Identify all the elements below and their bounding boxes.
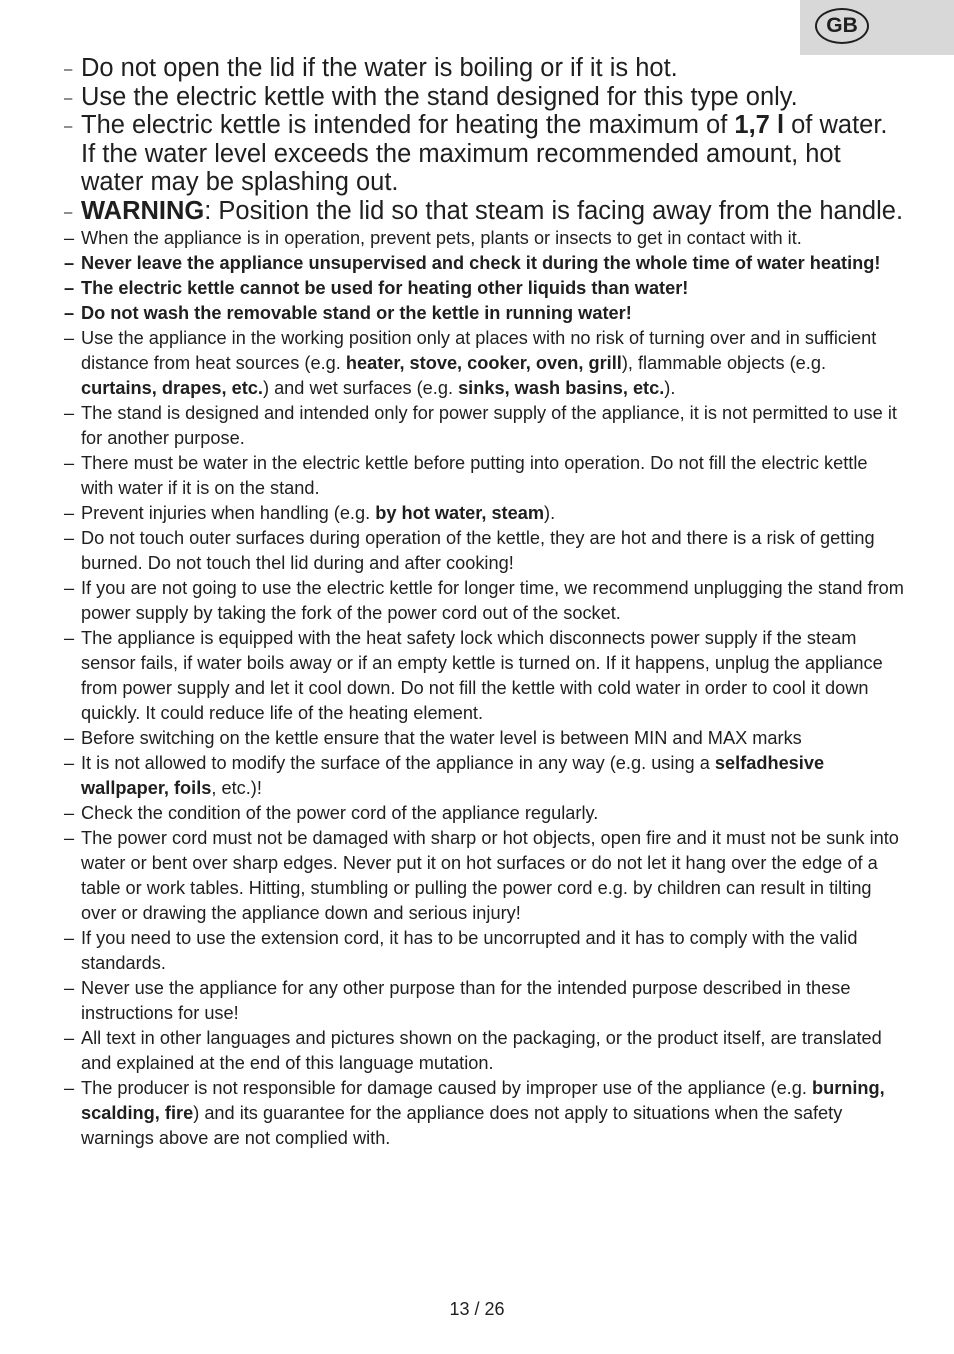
list-item xyxy=(64,1026,904,1076)
list-item xyxy=(64,54,904,83)
list-item xyxy=(64,326,904,401)
list-dash: – xyxy=(64,61,73,78)
list-item xyxy=(64,501,904,526)
list-dash: – xyxy=(64,452,75,473)
list-dash: – xyxy=(64,802,75,823)
list-dash: – xyxy=(64,277,75,298)
instruction-list xyxy=(64,54,904,1151)
item-text: , etc.)! xyxy=(211,777,262,798)
item-text: : Position the lid so that steam is facing away from the handle. xyxy=(204,196,904,225)
list-dash: – xyxy=(64,577,75,598)
list-item xyxy=(64,1076,904,1151)
list-item xyxy=(64,926,904,976)
item-text: ), flammable objects (e.g. xyxy=(621,352,827,373)
list-dash: – xyxy=(64,502,75,523)
item-text: Use the electric kettle with the stand designed for this type only. xyxy=(81,82,798,111)
item-text: of water. If the water level exceeds the maximum recommended amount, hot water may be splashing out. xyxy=(81,111,888,197)
item-text: Do not open the lid if the water is boiling or if it is hot. xyxy=(81,54,678,82)
list-item xyxy=(64,401,904,451)
list-item xyxy=(64,751,904,801)
list-item xyxy=(64,576,904,626)
list-dash: – xyxy=(64,752,75,773)
item-text: Use the appliance in the working position only at places with no risk of turning over and in sufficient distance from heat sources (e.g. xyxy=(81,327,877,373)
list-dash: – xyxy=(64,1027,75,1048)
list-item xyxy=(64,826,904,926)
item-text: ). xyxy=(544,502,556,523)
list-item xyxy=(64,276,904,301)
item-text: The appliance is equipped with the heat safety lock which disconnects power supply if the steam sensor fails, if water boils away or if an empty kettle is turned on. If it happens, unplug the appliance from power supply and let it cool down. Do not fill the kettle with cold water in order to cool it down quickly. It could reduce life of the heating element. xyxy=(81,627,883,723)
emphasis-text: curtains, drapes, etc. xyxy=(81,377,263,398)
item-text: The electric kettle cannot be used for heating other liquids than water! xyxy=(81,277,689,298)
item-text: ) and wet surfaces (e.g. xyxy=(262,377,459,398)
list-item xyxy=(64,801,904,826)
list-dash: – xyxy=(64,727,75,748)
list-dash: – xyxy=(64,527,75,548)
list-dash: – xyxy=(64,402,75,423)
list-dash: – xyxy=(64,1077,75,1098)
page-number: 13 / 26 xyxy=(449,1299,505,1319)
item-text: The electric kettle is intended for heating the maximum of xyxy=(81,111,735,140)
item-text: If you need to use the extension cord, it has to be uncorrupted and it has to comply with the valid standards. xyxy=(81,927,858,973)
item-text: Prevent injuries when handling (e.g. xyxy=(81,502,376,523)
list-item xyxy=(64,83,904,112)
item-text: Do not wash the removable stand or the kettle in running water! xyxy=(81,302,632,323)
emphasis-text: selfadhesive wallpaper, foils xyxy=(81,752,825,798)
item-text: Never leave the appliance unsupervised and check it during the whole time of water heating! xyxy=(81,252,881,273)
list-dash: – xyxy=(64,252,75,273)
emphasis-text: by hot water, steam xyxy=(375,502,545,523)
list-dash: – xyxy=(64,89,73,107)
item-text: Do not touch outer surfaces during operation of the kettle, they are hot and there is a risk of getting burned. Do not touch thel lid during and after cooking! xyxy=(81,527,875,573)
emphasis-text: heater, stove, cooker, oven, grill xyxy=(345,352,622,373)
list-item xyxy=(64,197,904,226)
list-item xyxy=(64,451,904,501)
list-item xyxy=(64,626,904,726)
item-text: Before switching on the kettle ensure that the water level is between MIN and MAX marks xyxy=(81,727,802,748)
list-item xyxy=(64,111,904,197)
list-dash: – xyxy=(64,203,73,221)
language-badge: GB xyxy=(815,8,869,44)
list-item xyxy=(64,526,904,576)
list-item xyxy=(64,726,904,751)
item-text: Never use the appliance for any other purpose than for the intended purpose described in these instructions for use! xyxy=(81,977,851,1023)
item-text: It is not allowed to modify the surface of the appliance in any way (e.g. using a xyxy=(81,752,715,773)
language-tab xyxy=(800,0,954,55)
emphasis-text: WARNING xyxy=(81,196,205,225)
list-item xyxy=(64,301,904,326)
emphasis-text: sinks, wash basins, etc. xyxy=(458,377,665,398)
emphasis-text: 1,7 l xyxy=(734,111,785,140)
list-dash: – xyxy=(64,927,75,948)
list-dash: – xyxy=(64,827,75,848)
list-dash: – xyxy=(64,627,75,648)
list-item xyxy=(64,251,904,276)
item-text: The stand is designed and intended only for power supply of the appliance, it is not permitted to use it for another purpose. xyxy=(81,402,897,448)
list-item xyxy=(64,976,904,1026)
emphasis-text: burning, scalding, fire xyxy=(81,1077,885,1123)
item-text: ) and its guarantee for the appliance does not apply to situations when the safety warnings above are not complied with. xyxy=(81,1102,843,1148)
item-text: Check the condition of the power cord of the appliance regularly. xyxy=(81,802,599,823)
item-text: The producer is not responsible for damage caused by improper use of the appliance (e.g. xyxy=(81,1077,812,1098)
item-text: ). xyxy=(664,377,676,398)
item-text: There must be water in the electric kettle before putting into operation. Do not fill the electric kettle with water if it is on the stand. xyxy=(81,452,868,498)
item-text: When the appliance is in operation, prevent pets, plants or insects to get in contact with it. xyxy=(81,227,802,248)
list-dash: – xyxy=(64,327,75,348)
list-dash: – xyxy=(64,118,73,136)
item-text: If you are not going to use the electric kettle for longer time, we recommend unplugging the stand from power supply by taking the fork of the power cord out of the socket. xyxy=(81,577,904,623)
list-dash: – xyxy=(64,227,75,248)
item-text: The power cord must not be damaged with sharp or hot objects, open fire and it must not be sunk into water or bent over sharp edges. Never put it on hot surfaces or do not let it hang over the edge of a table or work tables. Hitting, stumbling or pulling the power cord e.g. by children can result in tilting over or drawing the appliance down and serious injury! xyxy=(81,827,899,923)
list-item xyxy=(64,226,904,251)
list-dash: – xyxy=(64,977,75,998)
item-text: All text in other languages and pictures shown on the packaging, or the product itself, are translated and explained at the end of this language mutation. xyxy=(81,1027,882,1073)
list-dash: – xyxy=(64,302,75,323)
